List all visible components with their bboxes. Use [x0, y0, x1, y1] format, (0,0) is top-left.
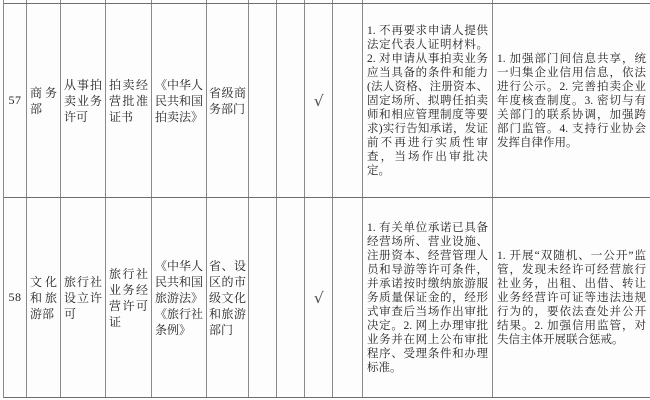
reform-measures-text: 1. 有关单位承诺已具备经营场所、营业设施、注册资本、经营管理人员和导游等许可条件，并承诺按时缴纳旅游服务质量保证金的，经形式审查后当场作出审批决定。2. 网上办理审批业务并在网上公布审批程序、受理条件和办理标准。 — [367, 221, 488, 374]
legal-basis: 《中华人民共和国旅游法》《旅行社条例》 — [155, 258, 204, 337]
row-number: 57 — [8, 93, 22, 107]
approval-authority: 省、设区的市级文化和旅游部门 — [209, 258, 246, 337]
item-name: 旅行社设立许可 — [64, 274, 102, 321]
department: 文化和旅游部 — [30, 274, 57, 321]
certificate: 拍卖经营批准证书 — [109, 77, 148, 124]
legal-basis-cell — [152, 198, 207, 397]
reform-measures-text: 1. 不再要求申请人提供法定代表人证明材料。2. 对申请从事拍卖业务应当具备的条件和能力(法人资格、注册资本、固定场所、拟聘任拍卖师和相应管理制度等要求)实行告知承诺，发证前不再进行实质性审查，当场作出审批决定。 — [367, 24, 488, 177]
legal-basis-cell — [152, 4, 207, 197]
item-name-cell — [61, 198, 106, 397]
certificate-cell — [106, 4, 152, 197]
supervision-measures-cell — [493, 4, 650, 197]
blank-cell — [333, 198, 363, 397]
approval-authority-cell — [207, 4, 249, 197]
blank-cell — [333, 4, 363, 197]
item-name: 从事拍卖业务许可 — [64, 77, 102, 124]
approval-authority: 省级商务部门 — [209, 85, 246, 116]
row-number-cell — [4, 198, 27, 397]
approval-items-table — [3, 0, 650, 398]
blank-cell — [277, 4, 305, 197]
approval-authority-cell — [207, 198, 249, 397]
supervision-measures-cell — [493, 198, 650, 397]
row-number: 58 — [8, 290, 22, 304]
blank-cell — [277, 198, 305, 397]
certificate-cell — [106, 198, 152, 397]
table-row-58 — [4, 198, 650, 398]
supervision-measures-text: 1. 加强部门间信息共享，统一归集企业信用信息，依法进行公示。2. 完善拍卖企业年度核查制度。3. 密切与有关部门的联系协调，加强跨部门监管。4. 支持行业协会发挥自律作用。 — [497, 52, 646, 149]
blank-cell — [249, 198, 277, 397]
blank-cell — [249, 4, 277, 197]
row-number-cell — [4, 4, 27, 197]
checkmark-cell — [305, 198, 333, 397]
checkmark-icon: √ — [313, 288, 324, 307]
reform-measures-cell — [363, 198, 493, 397]
reform-measures-cell — [363, 4, 493, 197]
supervision-measures-text: 1. 开展“双随机、一公开”监管，发现未经许可经营旅行社业务，出租、出借、转让业务经营许可证等违法违规行为的，要依法查处并公开结果。2. 加强信用监管，对失信主体开展联合惩戒。 — [497, 249, 646, 346]
table-row-57 — [4, 4, 650, 198]
certificate: 旅行社业务经营许可证 — [109, 266, 148, 329]
checkmark-icon: √ — [313, 91, 324, 110]
checkmark-cell — [305, 4, 333, 197]
department-cell — [27, 198, 61, 397]
department: 商务部 — [30, 85, 57, 116]
item-name-cell — [61, 4, 106, 197]
department-cell — [27, 4, 61, 197]
legal-basis: 《中华人民共和国拍卖法》 — [155, 77, 204, 124]
